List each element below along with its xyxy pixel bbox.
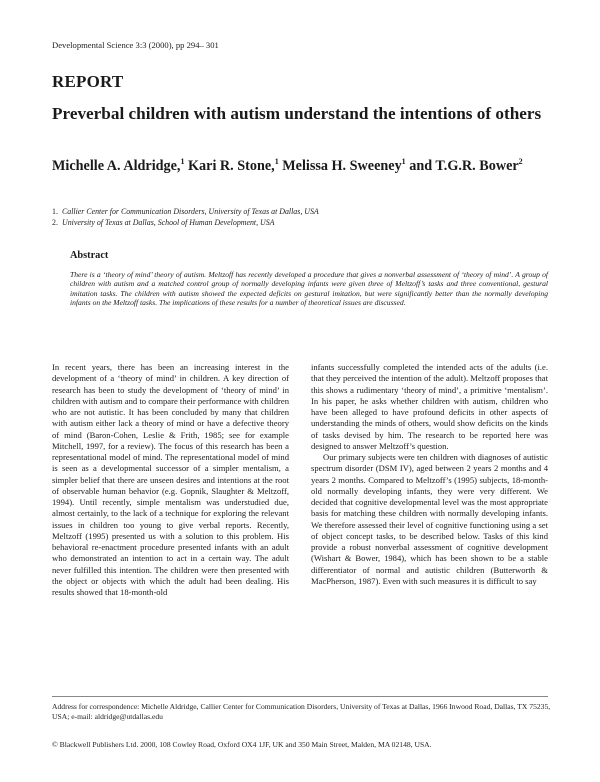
abstract-text: There is a ‘theory of mind’ theory of autism. Meltzoff has recently developed a procedure that gives a nonverbal assessment of ‘theory of mind’. A group of children with autism and a matched control group of normally developing infants were given three of Meltzoff’s tasks and three conventional, gestural imitation tasks. The children with autism showed the expected deficits on gestural imitation, but were significantly better than the normally developing infants on the Meltzoff tasks. The implications of these results for a number of theoretical issues are discussed. (70, 270, 548, 308)
affiliation-number: 1. (52, 207, 58, 216)
correspondence-note: Address for correspondence: Michelle Aldridge, Callier Center for Communication Disorders, University of Texas at Dallas, 1966 Inwood Road, Dallas, TX 75235, USA; e-mail: aldridge@utdallas.edu (52, 702, 551, 722)
author-name: Kari R. Stone, (188, 158, 275, 174)
body-column-right (311, 362, 548, 587)
abstract-heading: Abstract (70, 250, 109, 261)
copyright-line: © Blackwell Publishers Ltd. 2000, 108 Cowley Road, Oxford OX4 1JF, UK and 350 Main Street, Malden, MA 02148, USA. (52, 740, 432, 749)
footer-divider (52, 696, 548, 697)
author-affiliation-marker: 1 (274, 157, 279, 166)
body-paragraph: infants successfully completed the intended acts of the adults (i.e. that they perceived the intention of the adult). Meltzoff proposes that this shows a rudimentary ‘theory of mind’, a primitive ‘mentalism’. In his paper, he asks whether children with autism, children who have been alleged to have profound deficits in other aspects of understanding the minds of others, would show deficits on the kinds of tasks devised by him. The research to be reported here was designed to answer Meltzoff’s question. (311, 362, 548, 451)
author-name: Melissa H. Sweeney (282, 158, 402, 174)
author-affiliation-marker: 1 (180, 157, 185, 166)
author-affiliation-marker: 2 (518, 157, 523, 166)
affiliation-line (52, 218, 275, 227)
author-name: Michelle A. Aldridge, (52, 158, 181, 174)
body-paragraph: Our primary subjects were ten children with diagnoses of autistic spectrum disorder (DSM IV), aged between 2 years 2 months and 4 years 2 months. Compared to Meltzoff’s (1995) subjects, 18-month-old normally developing infants, they were very different. We decided that cognitive developmental level was the most appropriate basis for matching these children with normally developing infants. We therefore assessed their level of cognitive functioning using a set of object concept tasks, to be described below. Tasks of this kind provide a robust nonverbal assessment of cognitive development (Wishart & Bower, 1984), which has been shown to be a stable differentiator of normal and autistic children (Butterworth & MacPherson, 1987). Even with such measures it is difficult to say (311, 452, 548, 586)
author-affiliation-marker: 1 (401, 157, 406, 166)
body-column-left (52, 362, 289, 598)
paper-title: Preverbal children with autism understand the intentions of others (52, 104, 542, 123)
journal-citation: Developmental Science 3:3 (2000), pp 294– 301 (52, 40, 219, 50)
body-paragraph: In recent years, there has been an increasing interest in the development of a ‘theory of mind’ in children. A key direction of research has been to study the development of ‘theory of mind’ in children with autism and to compare their performance with children who are not autistic. It has been concluded by many that children with autism either lack a theory of mind or have a defective theory of mind (Baron-Cohen, Leslie & Frith, 1985; see for example Mitchell, 1997, for a review). The focus of this research has been a representational model of mind. The representational model of mind is seen as a developmental successor of a simpler mentalism, a simpler belief that there are unseen desires and intentions at the root of observable human behavior (e.g. Gopnik, Slaughter & Meltzoff, 1994). Until recently, simple mentalism was understudied due, almost certainly, to the lack of a technique for exploring the relevant issues in children too young to give verbal reports. Recently, Meltzoff (1995) presented us with a solution to this problem. His behavioral re-enactment procedure presented infants with an adult who demonstrated an intention to act in a certain way. The adult never fulfilled this intention. The children were then presented with the object or objects with which the adult had been dealing. His results showed that 18-month-old (52, 362, 289, 597)
author-name: and T.G.R. Bower (409, 158, 519, 174)
affiliation-line (52, 207, 319, 216)
author-list (52, 157, 552, 175)
affiliation-number: 2. (52, 218, 58, 227)
affiliation-text: University of Texas at Dallas, School of Human Development, USA (62, 218, 275, 227)
affiliation-text: Callier Center for Communication Disorders, University of Texas at Dallas, USA (62, 207, 319, 216)
section-label: REPORT (52, 72, 124, 91)
